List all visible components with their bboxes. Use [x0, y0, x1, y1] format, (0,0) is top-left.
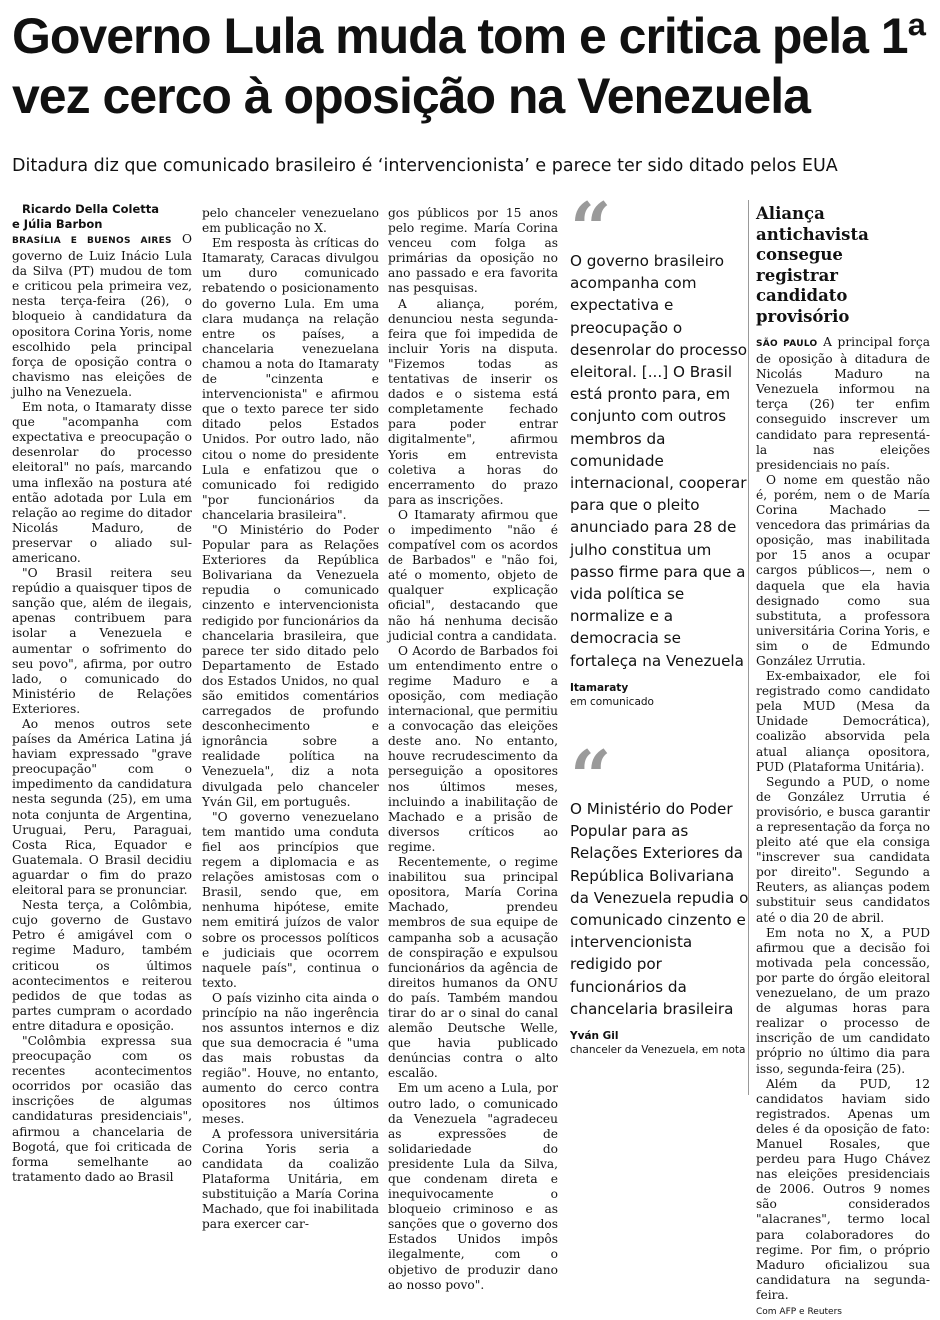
- article-paragraph: Em um aceno a Lula, por outro lado, o comunicado da Venezuela "agradeceu as expressões de solidariedade do presidente Lula da Silva, que condenam direta e inequivocamente o bloqueio criminoso e as sanções que o governo dos Estados Unidos impôs ilegalmente, com o objetivo de produzir dano ao nosso povo".: [388, 1081, 558, 1292]
- article-paragraph: "O Ministério do Poder Popular para as Relações Exteriores da República Bolivariana da Venezuela repudia o comunicado cinzento e intervencionista redigido por funcionários da chancelaria brasileira, que parece ter sido ditado pelo Departamento de Estado dos Estados Unidos, no qual são emitidos comentários carregados de profundo desconhecimento e ignorância sobre a realidade política na Venezuela", diz a nota divulgada pelo chanceler Yván Gil, em português.: [202, 522, 379, 809]
- pull-quote-role: em comunicado: [570, 695, 654, 708]
- article-paragraph: "O governo venezuelano tem mantido uma conduta fiel aos princípios que regem a diplomacia e as relações amistosas com o Brasil, sendo que, em nenhuma hipótese, emite nem emitirá juízos de valor sobre os processos políticos e judiciais que ocorrem naquele país", continua o texto.: [202, 809, 379, 990]
- article-paragraph: A aliança, porém, denunciou nesta segunda-feira que foi impedida de incluir Yoris na disputa. "Fizemos todas as tentativas de inserir os dados e o sistema está completamente fechado para poder entrar digitalmente", afirmou Yoris em entrevista coletiva a horas do encerramento do prazo para as inscrições.: [388, 296, 558, 507]
- article-paragraph: "O Brasil reitera seu repúdio a quaisquer tipos de sanção que, além de ilegais, apenas contribuem para isolar a Venezuela e aumentar o sofrimento do seu povo", afirma, por outro lado, o comunicado do Ministério de Relações Exteriores.: [12, 566, 192, 716]
- article-paragraph: Recentemente, o regime inabilitou sua principal opositora, María Corina Machado, prendeu membros de sua equipe de campanha sob a acusação de conspiração e expulsou funcionários da agência de direitos humanos da ONU do país. Também mandou tirar do ar o sinal do canal alemão Deutsche Welle, que havia publicado denúncias contra o alto escalão.: [388, 855, 558, 1081]
- pull-quote-text: O governo brasileiro acompanha com expectativa e preocupação o desenrolar do processo eleitoral. [...] O Brasil está pronto para, em conjunto com outros membros da comunidade internacional, cooperar para que o pleito anunciado para 28 de julho constitua um passo firme para que a vida política se normalize e a democracia se fortaleça na Venezuela: [570, 252, 748, 670]
- byline-author-1: Ricardo Della Coletta: [22, 202, 160, 216]
- article-paragraph: Nesta terça, a Colômbia, cujo governo de Gustavo Petro é amigável com o regime Maduro, também criticou os últimos acontecimentos e reiterou pedidos de que todas as partes cumpram o acordado entre ditadura e oposição.: [12, 898, 192, 1033]
- pull-quote-itamaraty: [570, 186, 750, 708]
- article-paragraph: O Itamaraty afirmou que o impedimento "não é compatível com os acordos de Barbados" e "não foi, até o momento, objeto de qualquer explicação oficial", destacando que não há nenhuma decisão judicial contra a candidata.: [388, 507, 558, 643]
- pull-quote-yvan-gil: [570, 734, 750, 1057]
- pull-quote-source: Itamaraty: [570, 681, 629, 694]
- pull-quote-source: Yván Gil: [570, 1030, 619, 1043]
- article-paragraph: BRASÍLIA E BUENOS AIRES O governo de Luiz Inácio Lula da Silva (PT) mudou de tom e criticou pela primeira vez, nesta terça-feira (26), o bloqueio à candidatura da opositora Corina Yoris, nome escolhido pela principal força de oposição contra o chavismo nas eleições de julho na Venezuela.: [12, 232, 192, 399]
- subheadline: Ditadura diz que comunicado brasileiro é ‘intervencionista’ e parece ter sido ditado pelos EUA: [12, 156, 838, 176]
- quote-mark-icon: “: [570, 186, 606, 271]
- article-paragraph: Em nota, o Itamaraty disse que "acompanha com expectativa e preocupação o desenrolar do processo eleitoral" no país, marcando uma inflexão na postura até então adotada por Lula em relação ao regime do ditador Nicolás Maduro, de preservar o aliado sul-americano.: [12, 400, 192, 565]
- article-paragraph: O Acordo de Barbados foi um entendimento entre o regime Maduro e a oposição, com mediação internacional, que permitiu a convocação das eleições deste ano. No entanto, houve recrudescimento da perseguição a opositores nos últimos meses, incluindo a inabilitação de Machado e a prisão de diversos críticos ao regime.: [388, 643, 558, 854]
- pull-quote-role: chanceler da Venezuela, em nota: [570, 1044, 746, 1057]
- article-column-2: [202, 206, 379, 1232]
- sidebar-story: [756, 204, 931, 1317]
- headline: Governo Lula muda tom e critica pela 1ª vez cerco à oposição na Venezuela: [12, 8, 926, 124]
- article-column-1: [12, 202, 192, 1184]
- article-paragraph: gos públicos por 15 anos pelo regime. María Corina venceu com folga as primárias da oposição no ano passado e era favorita nas pesquisas.: [388, 206, 558, 296]
- credits: Com AFP e Reuters: [756, 1307, 842, 1317]
- pull-quote-text: O Ministério do Poder Popular para as Relações Exteriores da República Bolivariana da Venezuela repudia o comunicado cinzento e intervencionista redigido por funcionários da chancelaria brasileira: [570, 800, 749, 1018]
- article-paragraph: O país vizinho cita ainda o princípio na não ingerência nos assuntos internos e diz que sua democracia é "uma das mais robustas da região". Houve, no entanto, aumento do cerco contra opositores nos últimos meses.: [202, 990, 379, 1126]
- sidebar-headline: Aliança antichavista consegue registrar candidato provisório: [756, 204, 869, 326]
- article-paragraph: Ao menos outros sete países da América Latina já haviam expressado "grave preocupação" com o impedimento da candidatura nesta segunda (25), em uma nota conjunta de Argentina, Uruguai, Peru, Paraguai, Costa Rica, Equador e Guatemala. O Brasil decidiu aguardar o fim do prazo eleitoral para se pronunciar.: [12, 717, 192, 898]
- dateline: BRASÍLIA E BUENOS AIRES: [12, 236, 172, 246]
- sidebar-dateline: SÃO PAULO: [756, 339, 818, 349]
- quote-mark-icon: “: [570, 734, 606, 819]
- sidebar-paragraph: Além da PUD, 12 candidatos haviam sido registrados. Apenas um deles é da oposição de fato: Manuel Rosales, que perdeu para Hugo Chávez nas eleições presidenciais de 2006. Outros 9 nomes são considerados "alacranes", termo local para colaboradores do regime. Por fim, o próprio Maduro oficializou sua candidatura na segunda-feira.: [756, 1076, 930, 1302]
- sidebar-paragraph: Ex-embaixador, ele foi registrado como candidato pela MUD (Mesa da Unidade Democrática), coalizão absorvida pela atual aliança opositora, PUD (Plataforma Unitária).: [756, 669, 930, 774]
- article-column-3: [388, 206, 558, 1292]
- byline-author-2: e Júlia Barbon: [12, 217, 103, 231]
- sidebar-paragraph: O nome em questão não é, porém, nem o de María Corina Machado —vencedora das primárias da oposição, mas inabilitada por 15 anos a ocupar cargos públicos—, nem o daquela que ela havia designado como sua substituta, a professora universitária Corina Yoris, e sim o de Edmundo González Urrutia.: [756, 472, 930, 668]
- sidebar-paragraph: SÃO PAULO A principal força de oposição à ditadura de Nicolás Maduro na Venezuela informou na terça (26) ter enfim conseguido inscrever um candidato para representá-la nas eleições presidenciais no país.: [756, 335, 931, 472]
- sidebar-paragraph: Segundo a PUD, o nome de González Urrutia é provisório, e busca garantir a representação da força no pleito até que ela consiga "inscrever sua candidata por direito". Segundo a Reuters, as alianças podem substituir seus candidatos até o dia 20 de abril.: [756, 774, 930, 925]
- article-paragraph: "Colômbia expressa sua preocupação com os recentes acontecimentos ocorridos por ocasião das inscrições de algumas candidaturas presidenciais", afirmou a chancelaria de Bogotá, que foi criticada de forma semelhante ao tratamento dado ao Brasil: [12, 1033, 192, 1184]
- article-paragraph: Em resposta às críticas do Itamaraty, Caracas divulgou um duro comunicado rebatendo o posicionamento do governo Lula. Em uma clara mudança na relação entre os países, a chancelaria venezuelana chamou a nota do Itamaraty de "cinzenta e intervencionista" e afirmou que o texto parece ter sido ditado pelos Estados Unidos. Por outro lado, não citou o nome do presidente Lula e enfatizou que o comunicado foi redigido "por funcionários da chancelaria brasileira".: [202, 236, 379, 522]
- byline: [12, 202, 192, 232]
- article-paragraph: A professora universitária Corina Yoris seria a candidata da coalizão Plataforma Unitária, em substituição a María Corina Machado, que foi inabilitada para exercer car-: [202, 1126, 379, 1232]
- sidebar-paragraph: Em nota no X, a PUD afirmou que a decisão foi motivada pela concessão, por parte do órgão eleitoral venezuelano, de um prazo de algumas horas para realizar o processo de inscrição de um candidato próprio no último dia para isso, segunda-feira (25).: [756, 925, 930, 1076]
- article-paragraph: pelo chanceler venezuelano em publicação no X.: [202, 206, 379, 236]
